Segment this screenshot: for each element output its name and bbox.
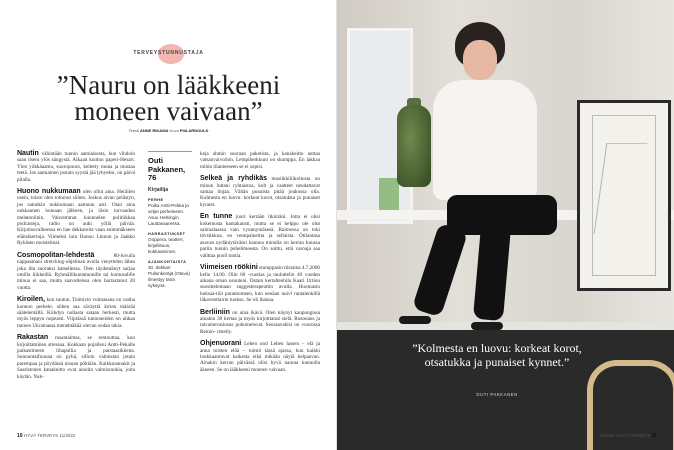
profile-age: 76: [148, 173, 157, 182]
headline-line-2: moneen vaivaan”: [74, 96, 263, 126]
photo-sandal: [471, 322, 503, 330]
page-folio-right: [599, 433, 657, 439]
pull-quote-attribution: OUTI PAKKANEN: [476, 392, 518, 397]
headline: [20, 72, 317, 124]
paragraph-lead: Ohjenuorani: [200, 340, 242, 348]
paragraph-lead: Berliiniin: [200, 308, 230, 316]
byline: [0, 128, 337, 133]
paragraph-text: keja ahmin suoraan paketista, ja kanakeitto auttaa vatsanvaivoihin. Lempiherkkuni on skumppa. En lakkaa mihin tilanteeseen se ei sopisi.: [200, 151, 320, 170]
pull-quote: ”Kolmesta en luovu: korkeat korot, otsatukka ja punaiset kynnet.”: [412, 341, 582, 369]
article-column-3: [200, 151, 320, 379]
paragraph-text: 80-luvulla nappaamani stretching-ohjelman avulla venyttelen lähes joka ilta suoraksi katsellessa. Olen täydentänyt sarjaa omilla liikkeillä. Ryhmäliikuntatunnille tai kuntosalille minua ei saa, mutta saavutteissa olen harrastanut 20 vuotta.: [17, 252, 135, 291]
photo-sandal: [399, 316, 431, 324]
paragraph: [200, 310, 320, 336]
paragraph-lead: Rakastan: [17, 334, 49, 342]
paragraph-lead: Huono nukkumaan: [17, 188, 81, 196]
paragraph-text: musiikkiliikoitusta on minun luttani ryhtaistoa, kolt ja vaatteet neudattavat samaa linjaa. Vähän punaista pitää joukossa olla. Kolmesta en luovu: korkeat korot, otsatukka ja punaiset kynnet.: [200, 176, 320, 208]
photo-framed-artwork: [577, 100, 671, 291]
family-label: PERHE: [148, 197, 164, 202]
hobbies-label: HARRASTUKSET: [148, 231, 186, 236]
sidebar-divider: [148, 151, 192, 152]
byline-author: ANNE RIKAMA: [139, 128, 169, 133]
paragraph: [200, 214, 320, 259]
paragraph-lead: En tunne: [200, 213, 233, 221]
paragraph-text: rusantaimsa, se rentouttaa, kun kirjoittaminen stressaa. Kokkaan pojalleni Antti-Pekalle paikastimeen lihapullia ja paistaasikkeita. Sunnuntaifuunaa on pyhä, silloin valmistan jotain parempaa ja pöydässä nisuan pöktään. Kalkkunanakit ja Saaristonen kanakeitto ovat ainoita valmisruokia, joita käytän. Nak-: [17, 335, 136, 380]
byline-photographer: PIIA ARNOULD: [179, 128, 209, 133]
paragraph: [200, 341, 320, 373]
kicker: TERVEYSTUNNUSTAJA: [133, 50, 204, 56]
photo-green-jar: [397, 105, 431, 187]
folio-text: HYVÄ TERVEYS 11/2022: [23, 433, 76, 438]
paragraph: [200, 265, 320, 303]
folio-text: 11/2022 HYVÄ TERVEYS: [598, 433, 651, 438]
paragraph-lead: Nautin: [17, 150, 39, 157]
photo-person-shirt: [433, 80, 537, 200]
paragraph: [17, 253, 135, 291]
paragraph-text: Lehen und Leben lassen – elä ja anna toisten elää – toimii tässä ajassa, kun kaikki loukkaantuvat kaikesta eikä mikään näytä kelpaavan. Ainakin kerran päivässä olisi hyvä nauraa kunnolla ääneen. Se on lääkkeeni moneen vaivaan.: [200, 341, 321, 373]
paragraph: [17, 151, 135, 183]
profile-sidebar: [148, 151, 192, 289]
byline-prefix: Teksti: [128, 128, 139, 133]
paragraph-lead: Kiroilen,: [17, 296, 46, 304]
current-text: 30. dekkari Pullonkeräjä (Otava) ilmestyy tänä syksynä.: [148, 264, 190, 288]
profile-name: Outi Pakkanen,: [148, 156, 186, 174]
profile-job: Kirjailija: [148, 186, 169, 193]
hobbies-text: Ooppera, teatteri, kirjallisuus, kokkaaminen.: [148, 236, 184, 254]
paragraph-text: kun suutun. Toimivin voimasana on vanha kunnon perkele; siihen saa säväyttä ärrien määrää säätelemällä. Kiihdyn nollasta sataan herkesti, mutta myös leppyn nopeasti. Viiprässä tunnuneiden on uhkaa tunnen Ukrainassa menehtäkää olevan sodan takia.: [17, 297, 136, 329]
paragraph: [17, 189, 135, 247]
page-number: 10: [17, 433, 23, 439]
article-column-1: [17, 151, 135, 386]
headline-line-1: ”Nauru on lääkkeeni: [56, 70, 281, 100]
paragraph: [17, 335, 135, 380]
paragraph-text: olen ollut aina. Heräilen usein, toisin olen tottunut siihen. Joskus aivan pelästyn, jos satunkin nukkumaan aamuun asti. Otan aina nokkaunen lounaan jälkeen, ja öisin turvaudun melatoniinin. Vahvemmat kuunnelen politiikkaa podcasteja, radio on auki yöllä päivää. Kirjoitusvalheessa en hae dekkareita vaan enimmäkseen elämäkertoja. Viimeksi luin Hannu Linnun ja Jaakko Ryhäsen muistelmat.: [17, 189, 135, 247]
photo-person-face: [463, 40, 497, 80]
family-text: Poika Antti-Pekka ja veljet perheineen. Asuu Helsingin Lauttasaaressa.: [148, 202, 189, 226]
paragraph-lead: Selkeä ja ryhdikäs: [200, 175, 267, 183]
photo-green-glass: [379, 178, 399, 210]
right-page-photo: [337, 0, 674, 450]
paragraph-text: stumppasin tiistaina 4.7.2006 kello 14.00. Olin 60 -vuotias ja tauluttelin 40 vuoden aikana oman osuuteni. Ostain kertaltenhila Kaari Urtion suosittelemaan suggesterapeuttin avulla. Huomasin hoksaa-tiöt parantumeen, kun nenäan nuivi rantalenkillä läkaventtairin tuoksu. Se oli ihanaa.: [200, 265, 321, 304]
byline-mid: Kuva: [169, 128, 179, 133]
paragraph: [200, 151, 320, 170]
paragraph: [17, 297, 135, 329]
paragraph-lead: Viimeisen röökini: [200, 264, 258, 272]
paragraph-text: juuri kertään itkintäni. Jotta ei olisi kokemusta kantakausti, mutta se ei helppo ole olut saiiraalaassa vain vyunnymäsesä. Raimossa on toki tövstikkoa, en vennpaineitta ja sellaista. Ötilantasa asavan nydäntytävämi kannoa minulla on kerran kuussa pariin tunnin puhelimeesta. On soittu, että varoaja saa valittaa puoli tuntia.: [200, 214, 320, 259]
paragraph: [200, 176, 320, 208]
paragraph-text: vähintään tunnin aamiaisesta, kun vihdoin saan itseni ylös sängystä. Aikaan kuuluu paperi-Hesari. Ylen yökkäaamu, suoropuuro, keitetty muna ja mustaa teetä. Jos aamiainen jostain syystä jää lyhyeksi, on päivä pilalla.: [17, 151, 136, 183]
paragraph-text: on aina ikävä. Olen käynyt kaupungissa ainakin 30 kertaa ja myös kirjoittanut sielä. Rosonaus ja taivatnevatiosus puhumelevat. Seuraavakisi on vuorossa Reinin- risteily.: [200, 309, 320, 335]
current-label: AJANKOHTAISTA: [148, 259, 187, 264]
paragraph-lead: Cosmopolitan-lehdestä: [17, 251, 95, 259]
page-number: 11: [651, 433, 657, 439]
page-folio-left: [17, 433, 75, 439]
